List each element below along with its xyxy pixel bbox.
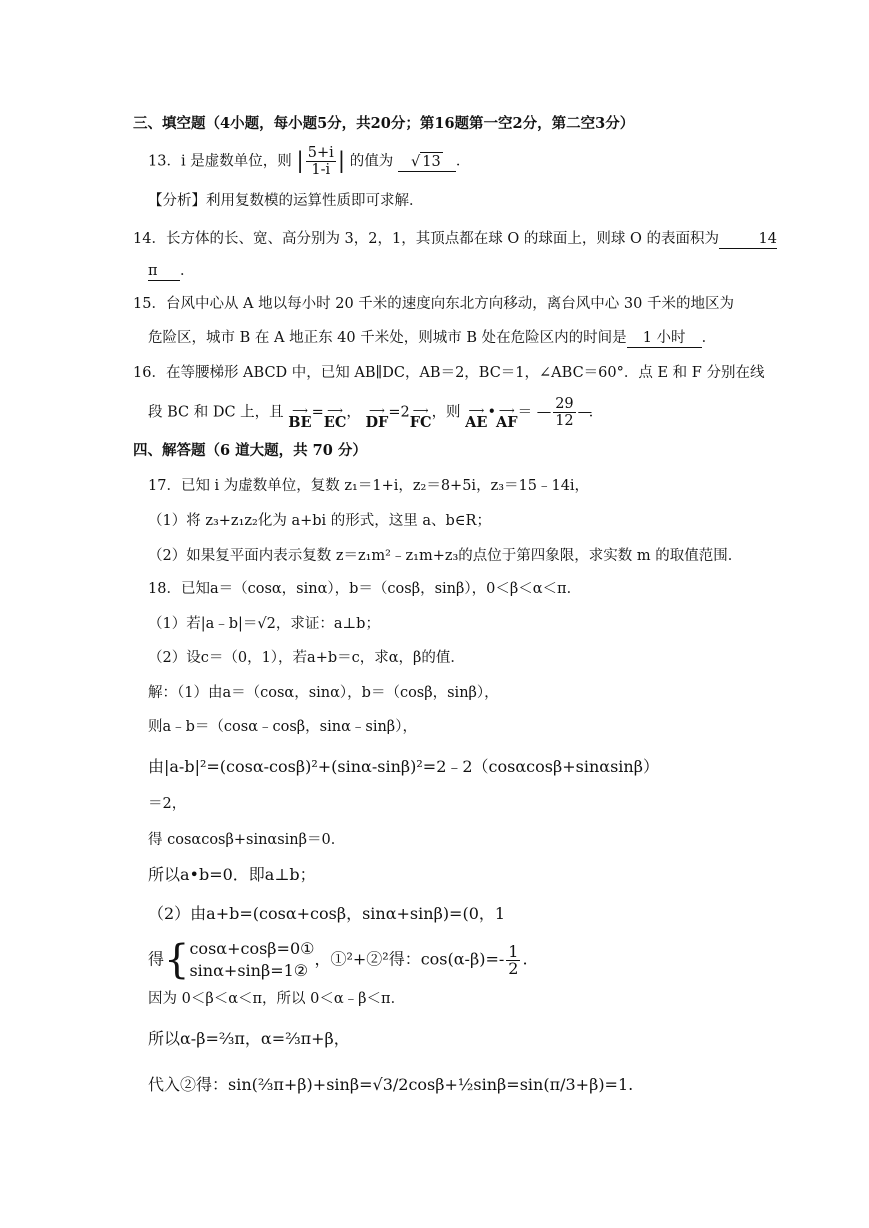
q13-end: ． bbox=[455, 153, 471, 170]
vector-be: ⟶ BE bbox=[288, 404, 312, 431]
vector-ec: ⟶ EC bbox=[323, 404, 347, 431]
system-eq2: sinα+sinβ=1② bbox=[189, 961, 309, 980]
q13-answer: 13 bbox=[422, 153, 441, 170]
q18-solution-6: 所以a•b=0．即a⊥b； bbox=[148, 865, 316, 884]
q16-text: 段 BC 和 DC 上，且 bbox=[148, 404, 284, 421]
q13-prefix: 13．i 是虚数单位，则 bbox=[148, 153, 292, 170]
vector-fc: ⟶ FC bbox=[409, 404, 432, 431]
q15-answer: 1 小时 bbox=[627, 329, 702, 348]
q15-text: 危险区，城市 B 在 A 地正东 40 千米处，则城市 B 处在危险区内的时间是 bbox=[148, 330, 627, 346]
q18-s8-mid: ，①²+②²得：cos(α-β)=- bbox=[314, 949, 505, 969]
question-13 bbox=[148, 145, 470, 178]
q14-answer-part1: 14 bbox=[719, 230, 777, 249]
vector-df: ⟶ DF bbox=[365, 404, 389, 431]
section-4-title: 四、解答题（6 道大题，共 70 分） bbox=[133, 442, 367, 459]
q16-answer-den: 12 bbox=[555, 413, 574, 429]
q18-s8-end: . bbox=[522, 949, 528, 969]
q17-part2: （2）如果复平面内表示复数 z＝z₁m²﹣z₁m+z₃的点位于第四象限，求实数 m 的取值范围． bbox=[148, 548, 743, 564]
q13-mid: 的值为 bbox=[349, 153, 394, 170]
q13-den: 1-i bbox=[311, 162, 331, 178]
q18-solution-10: 所以α-β=⅔π，α=⅔π+β， bbox=[148, 1029, 350, 1048]
q14-line2 bbox=[148, 260, 195, 282]
q14-answer-part2: π bbox=[148, 262, 180, 281]
q16-line2 bbox=[148, 396, 603, 429]
q13-answer-blank bbox=[398, 152, 456, 172]
q18-part2: （2）设c＝（0，1），若a+b＝c，求α，β的值． bbox=[148, 650, 465, 666]
q17-line1: 17．已知 i 为虚数单位，复数 z₁＝1+i，z₂＝8+5i，z₃＝15﹣14i， bbox=[148, 478, 590, 494]
q18-line1: 18．已知a＝（cosα，sinα），b＝（cosβ，sinβ），0＜β＜α＜π． bbox=[148, 581, 582, 597]
q14-text: 14．长方体的长、宽、高分别为 3，2，1，其顶点都在球 O 的球面上，则球 O 的表面积为 bbox=[133, 231, 719, 247]
abs-bar-right: | bbox=[337, 148, 346, 174]
q15-end: ． bbox=[701, 330, 717, 346]
q16-dot: • bbox=[487, 404, 497, 421]
q13-analysis: 【分析】利用复数模的运算性质即可求解． bbox=[148, 193, 424, 209]
system-eq1: cosα+cosβ=0① bbox=[189, 939, 315, 958]
frac-den: 2 bbox=[508, 958, 519, 978]
q16-then: ，则 bbox=[431, 404, 461, 421]
section-3-title: 三、填空题（4小题，每小题5分，共20分；第16题第一空2分，第二空3分） bbox=[133, 115, 635, 132]
q16-answer-num: 29 bbox=[555, 396, 574, 412]
q18-solution-11: 代入②得：sin(⅔π+β)+sinβ=√3/2cosβ+½sinβ=sin(π/3+β)=1. bbox=[148, 1075, 634, 1094]
q16-eq3: ＝ bbox=[517, 404, 533, 421]
q14-end: ． bbox=[180, 263, 195, 279]
question-14 bbox=[133, 228, 777, 250]
q18-solution-7: （2）由a+b=(cosα+cosβ，sinα+sinβ)=(0，1 bbox=[148, 904, 506, 923]
frac-num: 1 bbox=[508, 941, 519, 961]
q15-line1: 15．台风中心从 A 地以每小时 20 千米的速度向东北方向移动，离台风中心 30 千米的地区为 bbox=[133, 296, 734, 312]
equation-system bbox=[189, 938, 314, 982]
vector-ae: ⟶ AE bbox=[465, 404, 488, 431]
sqrt-symbol: √ 13 bbox=[411, 153, 441, 170]
left-brace: { bbox=[164, 937, 190, 983]
q16-eq1: = bbox=[311, 404, 324, 421]
q18-solution-8 bbox=[148, 938, 528, 982]
q18-solution-9: 因为 0＜β＜α＜π，所以 0＜α﹣β＜π． bbox=[148, 991, 406, 1007]
vector-af: ⟶ AF bbox=[496, 404, 518, 431]
q15-line2 bbox=[148, 327, 716, 349]
q16-answer: — $\frac{29}{12}$ — bbox=[536, 396, 593, 429]
q18-solution-4: ＝2， bbox=[148, 796, 187, 812]
q17-part1: （1）将 z₃+z₁z₂化为 a+bi 的形式，这里 a、b∈R； bbox=[148, 513, 491, 529]
q18-s8-prefix: 得 bbox=[148, 949, 165, 969]
q16-line1: 16．在等腰梯形 ABCD 中，已知 AB∥DC，AB＝2，BC＝1，∠ABC＝60°．点 E 和 F 分别在线 bbox=[133, 365, 765, 381]
q13-fraction bbox=[306, 145, 336, 178]
q18-s8-fraction bbox=[506, 941, 520, 978]
q18-solution-3: 由|a-b|²=(cosα-cosβ)²+(sinα-sinβ)²=2﹣2（cosαcosβ+sinαsinβ） bbox=[148, 757, 659, 776]
abs-bar-left: | bbox=[296, 148, 304, 174]
q16-sep: ， bbox=[346, 404, 361, 421]
q18-part1: （1）若|a﹣b|＝√2，求证：a⊥b； bbox=[148, 616, 380, 632]
q16-eq2: =2 bbox=[388, 404, 410, 421]
q18-solution-1: 解：（1）由a＝（cosα，sinα），b＝（cosβ，sinβ）， bbox=[148, 685, 499, 701]
q18-solution-2: 则a﹣b＝（cosα﹣cosβ，sinα﹣sinβ）， bbox=[148, 719, 417, 735]
q18-solution-5: 得 cosαcosβ+sinαsinβ＝0． bbox=[148, 832, 346, 848]
q13-num: 5+i bbox=[307, 145, 334, 161]
q16-end: ． bbox=[588, 404, 604, 421]
